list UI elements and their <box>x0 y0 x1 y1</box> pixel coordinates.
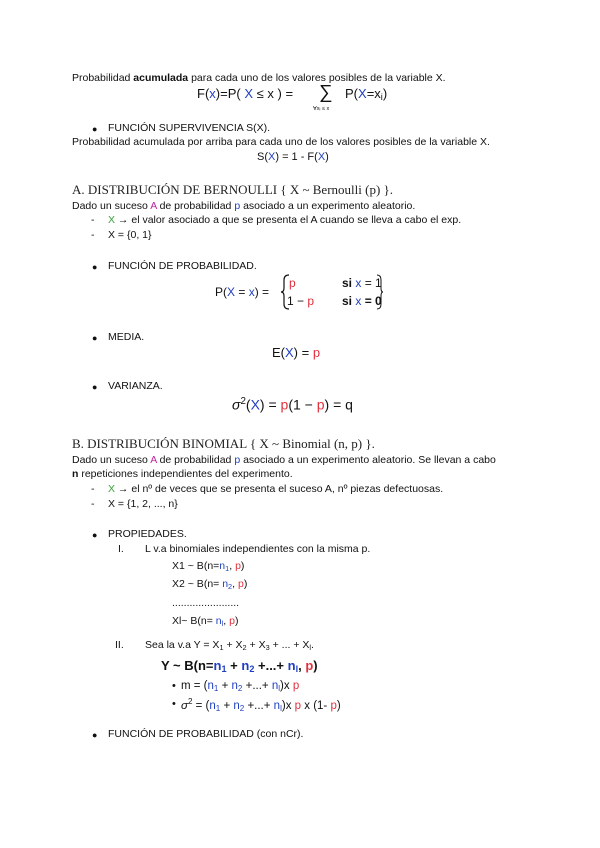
right-brace-icon <box>376 274 384 310</box>
prop-2-text: Sea la v.a $Y = X_1 + X_2 + X_3$ + ... + $X_l$. <box>145 639 314 652</box>
m-bullet-icon: • <box>172 680 176 692</box>
bernoulli-item-2: X = {0, 1} <box>108 229 152 241</box>
dash-1: - <box>91 214 95 226</box>
media-title: MEDIA. <box>108 331 145 343</box>
binomial-item-1: X → el nº de veces que se presenta el suceso A, nº piezas defectuosas. <box>108 483 444 495</box>
case-2: 1 − p <box>287 294 315 308</box>
binomial-item-2: X = {1, 2, ..., n} <box>108 498 178 510</box>
bernoulli-item-1: X → el valor asociado a que se presenta el A cuando se lleva a cabo el exp. <box>108 214 462 226</box>
dots-line: ....................... <box>172 597 240 609</box>
supervivencia-formula: S(X) = 1 - F(X) <box>257 151 329 163</box>
bullet-icon: ● <box>92 530 98 540</box>
acumulada-bold: acumulada <box>133 72 189 84</box>
prop-2-number: II. <box>115 639 124 651</box>
supervivencia-text: Probabilidad acumulada por arriba para cada uno de los valores posibles de la variable X. <box>72 136 490 148</box>
s-bullet-icon: • <box>172 698 176 710</box>
bullet-icon: ● <box>92 124 98 134</box>
case-1: p <box>289 276 296 290</box>
binomial-heading: B. DISTRIBUCIÓN BINOMIAL { X ~ Binomial (n, p) }. <box>72 436 375 451</box>
bernoulli-intro: Dado un suceso A de probabilidad p asociado a un experimento aleatorio. <box>72 200 416 212</box>
bullet-icon: ● <box>92 333 98 343</box>
dash-4: - <box>91 498 95 510</box>
dash-3: - <box>91 483 95 495</box>
binomial-funcion-title: FUNCIÓN DE PROBABILIDAD (con nCr). <box>108 728 304 740</box>
m-formula: $m = (n_1 + n_2$ +...+ $n_l)x$ p <box>181 680 300 693</box>
xl-line: Xl~ $B(n= n_l$, p) <box>172 615 239 628</box>
supervivencia-title: FUNCIÓN SUPERVIVENCIA S(X). <box>108 122 271 134</box>
sum-symbol: ∑ <box>319 82 333 103</box>
bernoulli-func-lhs: P(X = x) = <box>215 285 270 299</box>
x1-line: X1 ~ $B(n=n_1$, p) <box>172 560 245 573</box>
bullet-icon: ● <box>92 262 98 272</box>
sigma-formula: $\sigma^2 = (n_1 + n_2$ +...+ $n_l)x$ p x (1- p) <box>181 697 341 713</box>
case-1-cond: si x = 1 <box>342 276 382 290</box>
sum-subscript: ∀xᵢ ≤ x <box>313 106 330 112</box>
dash-2: - <box>91 229 95 241</box>
propiedades-title: PROPIEDADES. <box>108 528 187 540</box>
acumulada-text: Probabilidad acumulada para cada uno de los valores posibles de la variable X. <box>72 72 446 84</box>
prop-1-text: L v.a binomiales independientes con la misma p. <box>145 543 371 555</box>
binomial-intro: Dado un suceso A de probabilidad p asociado a un experimento aleatorio. Se llevan a cabo <box>72 454 496 466</box>
bernoulli-funcion-title: FUNCIÓN DE PROBABILIDAD. <box>108 260 257 272</box>
acumulada-formula: F(x)=P( X ≤ x ) = <box>197 86 294 101</box>
prop-1-number: I. <box>118 543 124 555</box>
y-distribution: Y ~ $B(n=n_1 + n_2$ +...+ $n_l$, p) <box>161 658 318 674</box>
media-formula: E(X) = p <box>272 345 321 360</box>
x2-line: X2 ~ $B(n= n_2$, p) <box>172 578 248 591</box>
varianza-title: VARIANZA. <box>108 380 163 392</box>
bernoulli-heading: A. DISTRIBUCIÓN DE BERNOULLI { X ~ Bernoulli (p) }. <box>72 182 394 197</box>
sum-term: $P(X=x_i)$ <box>345 86 388 102</box>
varianza-formula: $\sigma^2(X) = p(1 - p) = q$ <box>232 396 353 413</box>
bullet-icon: ● <box>92 382 98 392</box>
bullet-icon: ● <box>92 730 98 740</box>
case-2-cond: si x = 0 <box>342 294 382 308</box>
binomial-intro-2: n repeticiones independientes del experimento. <box>72 468 293 480</box>
